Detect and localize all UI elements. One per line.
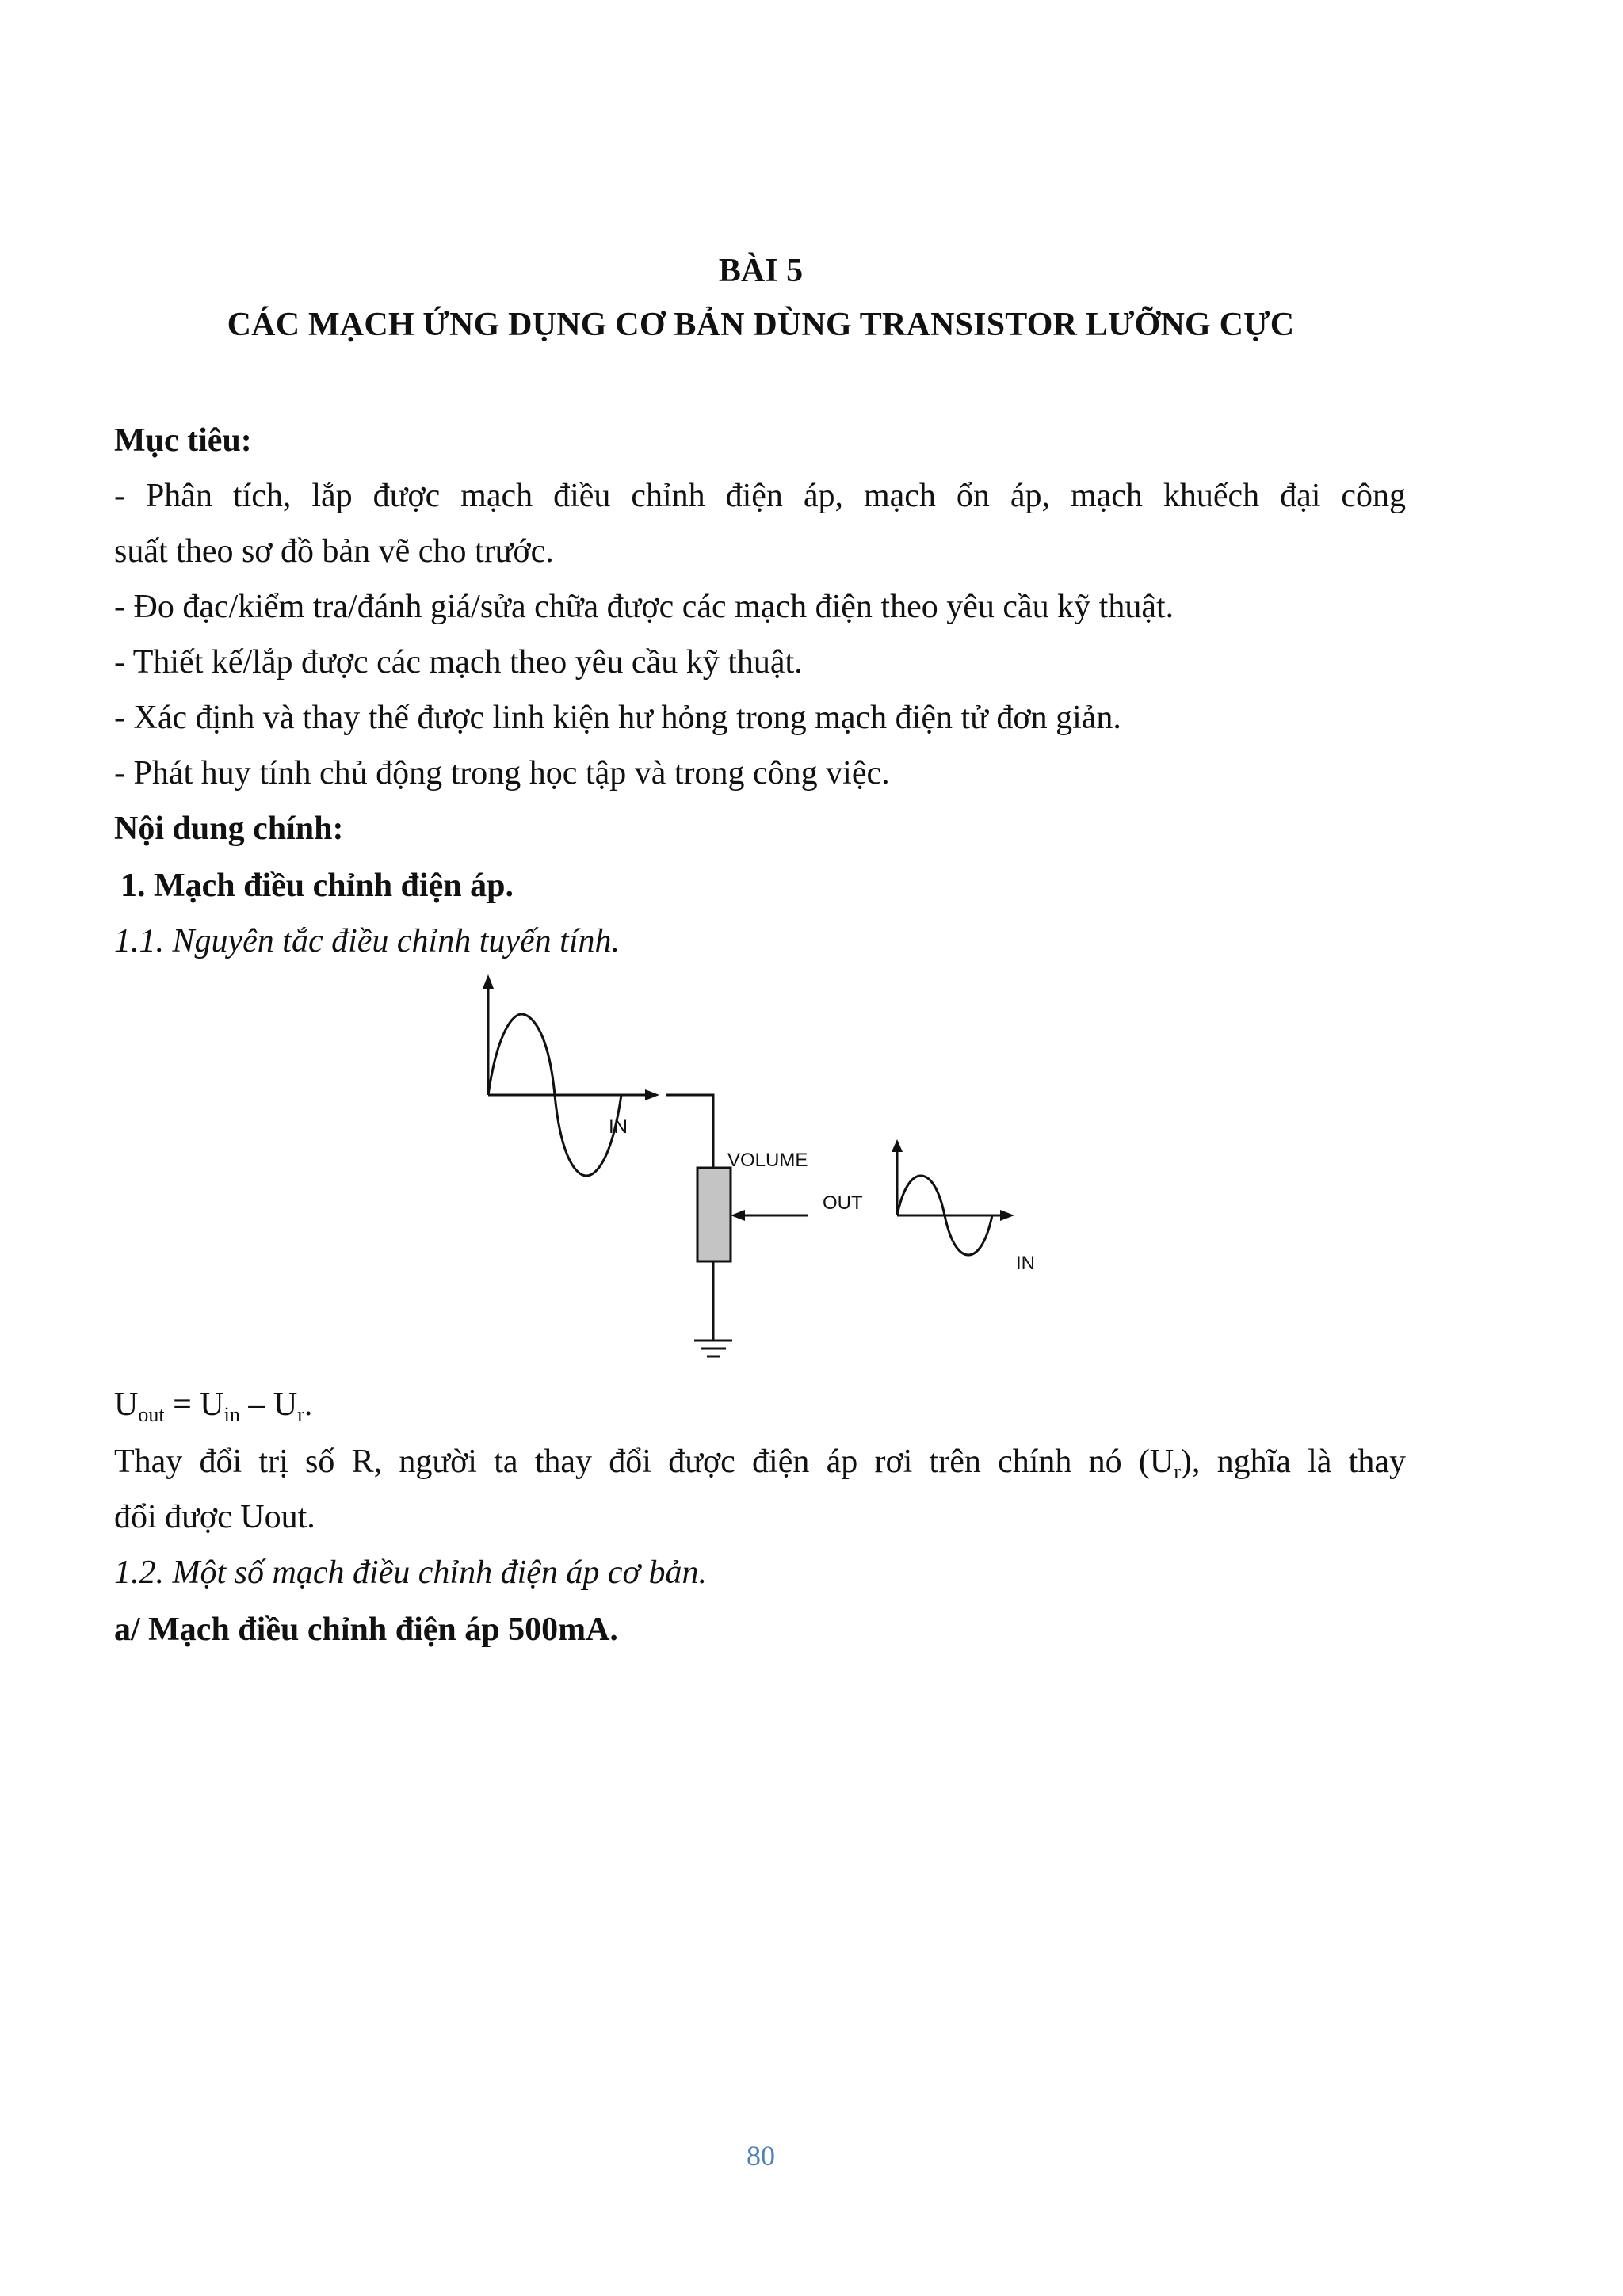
label-out: OUT <box>823 1192 863 1214</box>
objective-line-3: - Đo đạc/kiểm tra/đánh giá/sửa chữa được các mạch điện theo yêu cầu kỹ thuật. <box>114 589 1174 625</box>
content-heading: Nội dung chính: <box>114 810 344 847</box>
formula: $U_{out} = U_{in} - U_r$. <box>114 1386 313 1426</box>
left-y-arrow-icon <box>483 974 494 989</box>
wiper-arrow-icon <box>731 1210 745 1221</box>
section-1-1-heading: 1.1. Nguyên tắc điều chỉnh tuyến tính. <box>114 923 621 959</box>
subsection-a-heading: a/ Mạch điều chỉnh điện áp 500mA. <box>114 1611 618 1648</box>
label-in-right: IN <box>1016 1253 1035 1274</box>
lesson-number: BÀI 5 <box>718 253 804 289</box>
explanation-line-1: Thay đổi trị số R, người ta thay đổi được điện áp rơi trên chính nó $(U_r)$, nghĩa là thay <box>114 1444 1406 1483</box>
left-x-arrow-icon <box>645 1089 659 1100</box>
lesson-title: CÁC MẠCH ỨNG DỤNG CƠ BẢN DÙNG TRANSISTOR LƯỠNG CỰC <box>227 307 1295 343</box>
objective-line-4: - Thiết kế/lắp được các mạch theo yêu cầu kỹ thuật. <box>114 644 803 681</box>
section-1-2-heading: 1.2. Một số mạch điều chỉnh điện áp cơ bản. <box>114 1554 707 1591</box>
volume-control-diagram <box>475 974 1046 1386</box>
right-y-arrow-icon <box>892 1139 903 1152</box>
objective-line-1: - Phân tích, lắp được mạch điều chỉnh điện áp, mạch ổn áp, mạch khuếch đại công <box>114 478 1406 514</box>
objective-line-6: - Phát huy tính chủ động trong học tập và trong công việc. <box>114 755 890 791</box>
objective-line-2: suất theo sơ đồ bản vẽ cho trước. <box>114 533 554 570</box>
input-wire <box>666 1095 713 1168</box>
right-x-arrow-icon <box>1000 1210 1014 1221</box>
objectives-heading: Mục tiêu: <box>114 422 252 459</box>
label-volume: VOLUME <box>727 1150 808 1171</box>
potentiometer-body <box>697 1168 731 1261</box>
section-1-heading: 1. Mạch điều chỉnh điện áp. <box>120 868 514 904</box>
page-number: 80 <box>747 2140 775 2172</box>
objective-line-5: - Xác định và thay thế được linh kiện hư hỏng trong mạch điện tử đơn giản. <box>114 700 1121 736</box>
label-in-left: IN <box>609 1116 628 1138</box>
explanation-line-2: đổi được Uout. <box>114 1499 315 1535</box>
